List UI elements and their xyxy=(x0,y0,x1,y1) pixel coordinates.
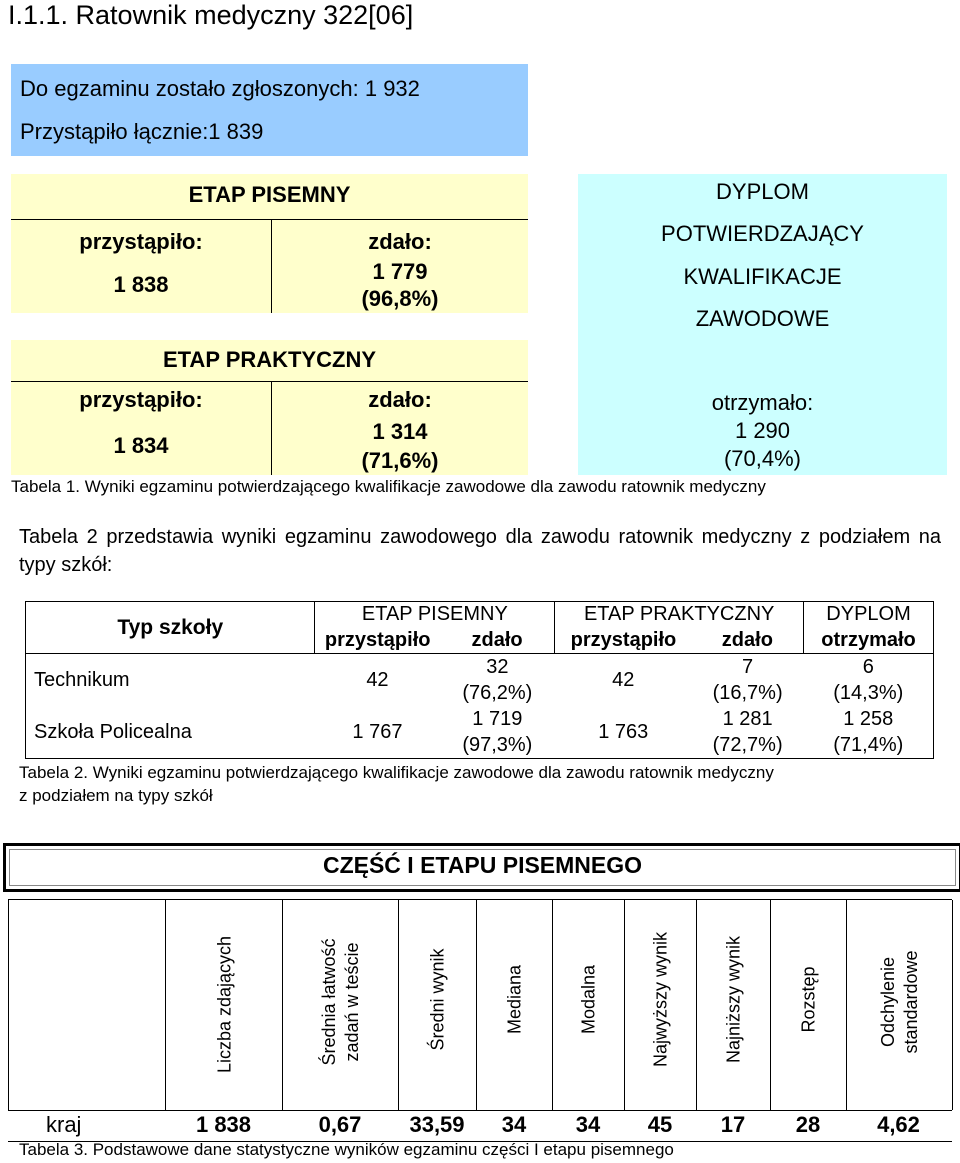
value-stddev: 4,62 xyxy=(877,1112,920,1137)
cell-practical-passed xyxy=(692,654,804,707)
row-name: Technikum xyxy=(26,654,315,707)
header-median xyxy=(476,900,553,1110)
attended-text: Przystąpiło łącznie:1 839 xyxy=(20,119,264,144)
diploma-received-pct: (70,4%) xyxy=(723,446,802,471)
cell-practical-passed xyxy=(692,706,804,759)
header-count xyxy=(165,900,283,1110)
header-label: Odchylenie standardowe xyxy=(877,950,921,1054)
pct: (14,3%) xyxy=(833,682,904,704)
header-label: Modalna xyxy=(578,964,599,1035)
value-min: 17 xyxy=(720,1112,746,1137)
cell-written-passed xyxy=(440,706,555,759)
diploma-block xyxy=(578,174,947,475)
col-practical-attended: przystąpiło xyxy=(555,628,692,654)
practical-attended-value: 1 834 xyxy=(113,433,169,458)
section-title: CZĘŚĆ I ETAPU PISEMNEGO xyxy=(322,852,643,878)
written-passed-label: zdało: xyxy=(368,229,432,254)
written-stage-block xyxy=(11,174,528,313)
header-label: Rozstęp xyxy=(798,966,819,1033)
page-title: I.1.1. Ratownik medyczny 322[06] xyxy=(8,0,414,30)
row-name: Szkoła Policealna xyxy=(26,706,315,759)
practical-passed-value: 1 314 xyxy=(372,419,428,444)
cell-written-passed xyxy=(440,654,555,707)
value: 1 719 xyxy=(472,708,523,730)
value-avg-ease: 0,67 xyxy=(318,1112,362,1137)
table2-intro: Tabela 2 przedstawia wyniki egzaminu zawodowego dla zawodu ratownik medyczny z podziałem na typy szkół: xyxy=(19,526,941,576)
diploma-line2: POTWIERDZAJĄCY xyxy=(661,221,864,246)
value: 6 xyxy=(862,656,874,678)
summary-box xyxy=(11,64,528,156)
written-passed-pct: (96,8%) xyxy=(361,286,439,311)
table-row xyxy=(26,654,934,707)
written-header: ETAP PISEMNY xyxy=(188,182,351,207)
col-practical: ETAP PRAKTYCZNY xyxy=(555,602,804,628)
diploma-line3: KWALIFIKACJE xyxy=(683,264,842,289)
table2-caption-line2: z podziałem na typy szkół xyxy=(19,786,213,805)
value-count: 1 838 xyxy=(195,1112,252,1137)
header-mode xyxy=(552,900,625,1110)
practical-passed-pct: (71,6%) xyxy=(361,448,439,473)
col-written-passed: zdało xyxy=(471,628,523,651)
stats-header-blank xyxy=(8,900,166,1110)
header-max xyxy=(624,900,697,1110)
pct: (16,7%) xyxy=(712,682,783,704)
header-label: Najniższy wynik xyxy=(723,935,744,1064)
registered-text: Do egzaminu zostało zgłoszonych: 1 932 xyxy=(20,76,420,101)
header-avg-ease xyxy=(282,900,399,1110)
table2-caption-line1: Tabela 2. Wyniki egzaminu potwierdzającego kwalifikacje zawodowe dla zawodu ratownik medyczny xyxy=(19,763,774,782)
value-median: 34 xyxy=(501,1112,527,1137)
written-attended-value: 1 838 xyxy=(113,272,169,297)
written-passed-value: 1 779 xyxy=(372,259,428,284)
pct: (76,2%) xyxy=(462,682,533,704)
pct: (97,3%) xyxy=(462,734,533,756)
header-label: Mediana xyxy=(504,964,525,1035)
header-range xyxy=(770,900,847,1110)
practical-header: ETAP PRAKTYCZNY xyxy=(162,347,377,372)
value: 7 xyxy=(742,656,754,678)
value: 32 xyxy=(486,656,509,678)
header-stddev xyxy=(846,900,953,1110)
col-written-attended: przystąpiło xyxy=(315,628,440,654)
practical-stage-block xyxy=(11,340,528,475)
header-min xyxy=(696,900,771,1110)
section-title-box xyxy=(3,843,960,892)
table1-caption: Tabela 1. Wyniki egzaminu potwierdzającego kwalifikacje zawodowe dla zawodu ratownik medyczny xyxy=(11,477,766,496)
value-max: 45 xyxy=(647,1112,673,1137)
value-mode: 34 xyxy=(575,1112,601,1137)
practical-attended-label: przystąpiło: xyxy=(79,387,203,412)
table-row xyxy=(8,1110,952,1142)
header-label: Średnia łatwość zadań w teście xyxy=(319,938,362,1066)
pct: (72,7%) xyxy=(712,734,783,756)
cell-practical-attended: 42 xyxy=(555,654,692,707)
header-label: Średni wynik xyxy=(427,948,448,1051)
header-label: Najwyższy wynik xyxy=(650,931,671,1068)
header-label: Liczba zdających xyxy=(214,935,234,1074)
col-practical-passed: zdało xyxy=(721,628,773,651)
row-label: kraj xyxy=(46,1112,82,1137)
stats-table xyxy=(8,899,952,1140)
cell-written-attended: 42 xyxy=(315,654,440,707)
value: 1 258 xyxy=(843,708,894,730)
col-diploma-received: otrzymało xyxy=(804,628,934,654)
value-range: 28 xyxy=(795,1112,821,1137)
header-avg-score xyxy=(398,900,477,1110)
pct: (71,4%) xyxy=(833,734,904,756)
table3-caption: Tabela 3. Podstawowe dane statystyczne wyników egzaminu części I etapu pisemnego xyxy=(19,1140,674,1159)
cell-diploma-received xyxy=(804,706,934,759)
diploma-line1: DYPLOM xyxy=(716,179,809,204)
cell-diploma-received xyxy=(804,654,934,707)
table-row xyxy=(26,706,934,759)
col-school-type: Typ szkoły xyxy=(26,602,315,654)
cell-written-attended: 1 767 xyxy=(315,706,440,759)
diploma-line4: ZAWODOWE xyxy=(695,306,830,331)
col-diploma: DYPLOM xyxy=(804,602,934,628)
written-attended-label: przystąpiło: xyxy=(79,229,203,254)
cell-practical-attended: 1 763 xyxy=(555,706,692,759)
value: 1 281 xyxy=(722,708,773,730)
value-avg-score: 33,59 xyxy=(409,1112,465,1137)
school-type-table xyxy=(25,601,934,759)
diploma-received-label: otrzymało: xyxy=(711,390,814,415)
practical-passed-label: zdało: xyxy=(368,387,432,412)
col-written: ETAP PISEMNY xyxy=(315,602,555,628)
diploma-received-value: 1 290 xyxy=(734,418,791,443)
